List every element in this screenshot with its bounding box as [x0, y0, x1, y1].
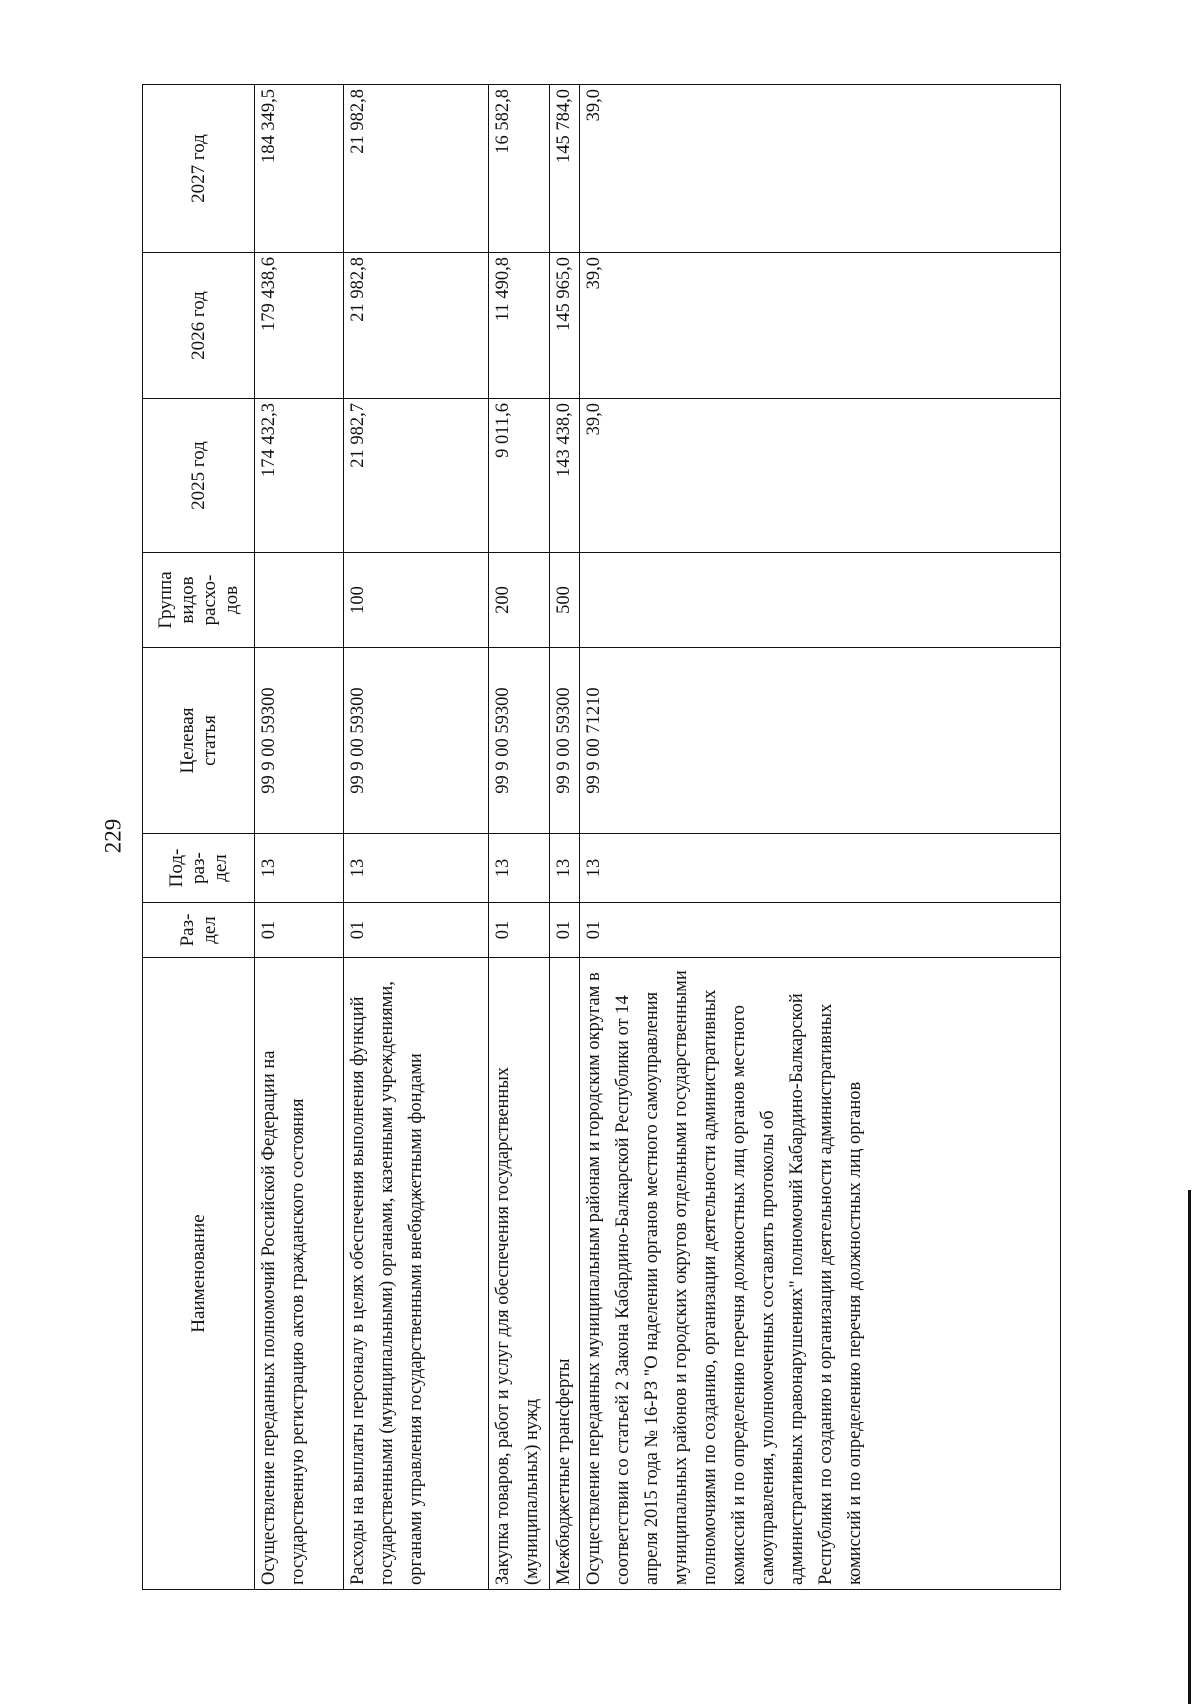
table-header-row: [143, 85, 255, 1590]
header-year-2027: 2027 год: [143, 85, 255, 253]
cell-2025: 21 982,7: [344, 399, 489, 553]
cell-expense-group: [255, 553, 344, 648]
scan-edge-line: [1188, 1190, 1191, 1704]
header-name: Наименование: [143, 958, 255, 1590]
cell-target-article: 99 9 00 59300: [489, 648, 550, 834]
cell-subsection: 13: [580, 834, 1061, 903]
cell-2025: 174 432,3: [255, 399, 344, 553]
cell-name: Закупка товаров, работ и услуг для обеспечения государственных (муниципальных) нужд: [489, 958, 550, 1590]
cell-2027: 39,0: [580, 85, 1061, 253]
budget-table: [142, 84, 1061, 1590]
header-expense-group: Группа видов расхо- дов: [143, 553, 255, 648]
table-row: [580, 85, 1061, 1590]
table-row: [489, 85, 550, 1590]
cell-name: Осуществление переданных полномочий Российской Федерации на государственную регистрацию актов гражданского состояния: [255, 958, 344, 1590]
cell-2027: 16 582,8: [489, 85, 550, 253]
cell-target-article: 99 9 00 59300: [344, 648, 489, 834]
cell-section: 01: [255, 903, 344, 958]
cell-target-article: 99 9 00 71210: [580, 648, 1061, 834]
page-number: [98, 808, 128, 864]
cell-section: 01: [550, 903, 580, 958]
table-row: [344, 85, 489, 1590]
cell-subsection: 13: [255, 834, 344, 903]
cell-section: 01: [489, 903, 550, 958]
cell-expense-group: 200: [489, 553, 550, 648]
cell-name: Расходы на выплаты персоналу в целях обеспечения выполнения функций государственными (муниципальными) органами, казенными учреждениями, органами управления государственными внебюджетными фондами: [344, 958, 489, 1590]
cell-2026: 179 438,6: [255, 253, 344, 399]
cell-section: 01: [344, 903, 489, 958]
header-target-article: Целевая статья: [143, 648, 255, 834]
cell-2027: 21 982,8: [344, 85, 489, 253]
cell-subsection: 13: [550, 834, 580, 903]
cell-expense-group: 500: [550, 553, 580, 648]
cell-2026: 21 982,8: [344, 253, 489, 399]
header-year-2026: 2026 год: [143, 253, 255, 399]
header-subsection: Под- раз- дел: [143, 834, 255, 903]
cell-2026: 11 490,8: [489, 253, 550, 399]
cell-name: Межбюджетные трансферты: [550, 958, 580, 1590]
cell-subsection: 13: [344, 834, 489, 903]
cell-subsection: 13: [489, 834, 550, 903]
cell-target-article: 99 9 00 59300: [550, 648, 580, 834]
cell-2027: 145 784,0: [550, 85, 580, 253]
rotated-table-container: [142, 85, 1060, 1590]
header-section: Раз- дел: [143, 903, 255, 958]
cell-expense-group: 100: [344, 553, 489, 648]
table-row: [550, 85, 580, 1590]
cell-2025: 39,0: [580, 399, 1061, 553]
table-row: [255, 85, 344, 1590]
header-year-2025: 2025 год: [143, 399, 255, 553]
cell-2026: 39,0: [580, 253, 1061, 399]
cell-target-article: 99 9 00 59300: [255, 648, 344, 834]
cell-expense-group: [580, 553, 1061, 648]
cell-2025: 143 438,0: [550, 399, 580, 553]
cell-2027: 184 349,5: [255, 85, 344, 253]
page-number-text: 229: [100, 818, 125, 854]
cell-section: 01: [580, 903, 1061, 958]
cell-2026: 145 965,0: [550, 253, 580, 399]
cell-name: Осуществление переданных муниципальным районам и городским округам в соответствии со статьей 2 Закона Кабардино-Балкарской Республики от 14 апреля 2015 года № 16-РЗ "О наделении органов местного самоуправления муниципальных районов и городских округов отдельными государственными полномочиями по созданию, организации деятельности административных комиссий и по определению перечня должностных лиц органов местного самоуправления, уполномоченных составлять протоколы об административных правонарушениях" полномочий Кабардино-Балкарской Республики по созданию и организации деятельности административных комиссий и по определению перечня должностных лиц органов: [580, 958, 1061, 1590]
cell-2025: 9 011,6: [489, 399, 550, 553]
